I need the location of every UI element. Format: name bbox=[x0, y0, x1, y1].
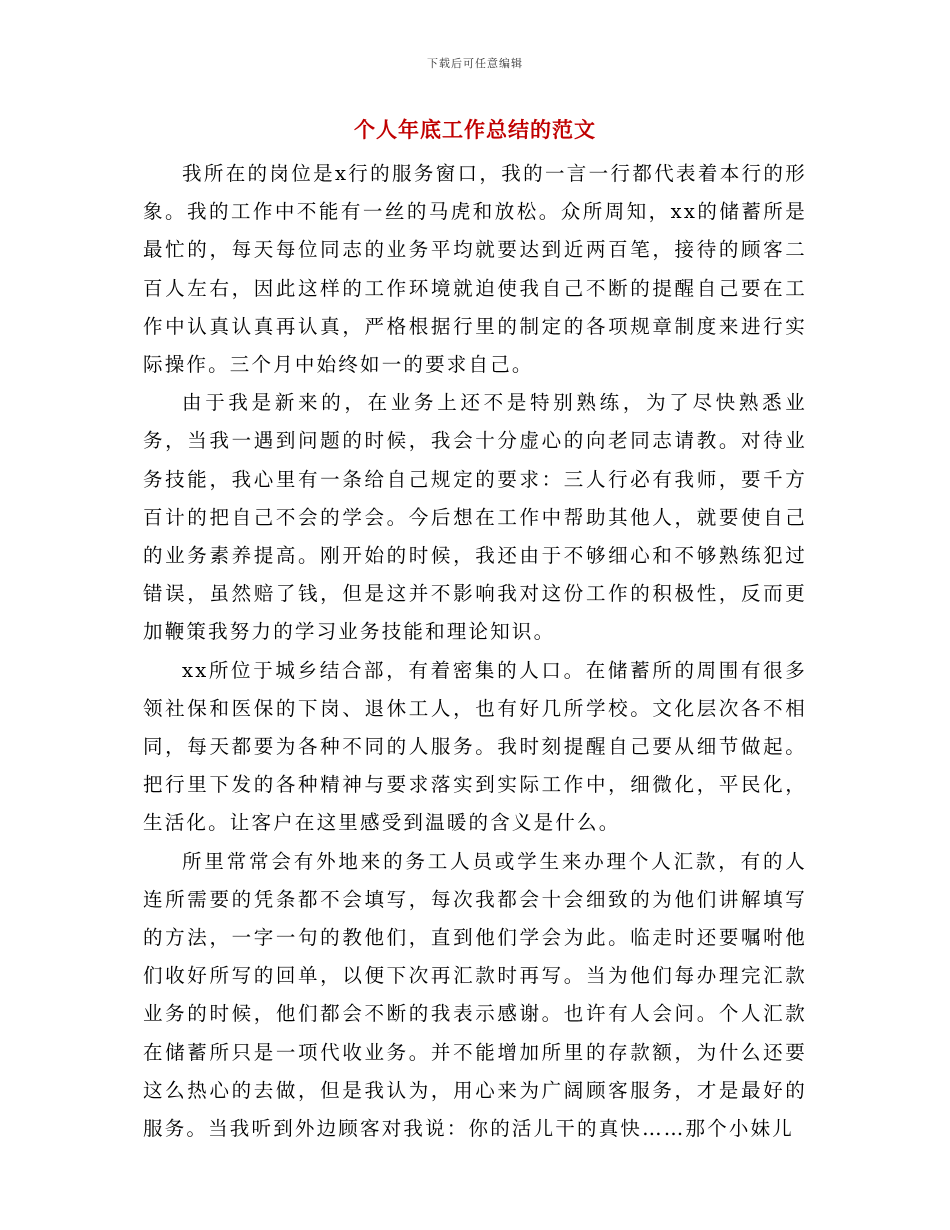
header-note: 下载后可任意编辑 bbox=[427, 57, 523, 70]
document-body bbox=[143, 155, 807, 1148]
paragraph-1: 我所在的岗位是x行的服务窗口，我的一言一行都代表着本行的形象。我的工作中不能有一丝的马虎和放松。众所周知，xx的储蓄所是最忙的，每天每位同志的业务平均就要达到近两百笔，接待的顾客二百人左右，因此这样的工作环境就迫使我自己不断的提醒自己要在工作中认真认真再认真，严格根据行里的制定的各项规章制度来进行实际操作。三个月中始终如一的要求自己。 bbox=[143, 162, 807, 377]
paragraph-2: 由于我是新来的，在业务上还不是特别熟练，为了尽快熟悉业务，当我一遇到问题的时候，我会十分虚心的向老同志请教。对待业务技能，我心里有一条给自己规定的要求：三人行必有我师，要千方百计的把自己不会的学会。今后想在工作中帮助其他人，就要使自己的业务素养提高。刚开始的时候，我还由于不够细心和不够熟练犯过错误，虽然赔了钱，但是这并不影响我对这份工作的积极性，反而更加鞭策我努力的学习业务技能和理论知识。 bbox=[143, 391, 807, 644]
paragraph-4: 所里常常会有外地来的务工人员或学生来办理个人汇款，有的人连所需要的凭条都不会填写，每次我都会十会细致的为他们讲解填写的方法，一字一句的教他们，直到他们学会为此。临走时还要嘱咐他们收好所写的回单，以便下次再汇款时再写。当为他们每办理完汇款业务的时候，他们都会不断的我表示感谢。也许有人会问。个人汇款在储蓄所只是一项代收业务。并不能增加所里的存款额，为什么还要这么热心的去做，但是我认为，用心来为广阔顾客服务，才是最好的服务。当我听到外边顾客对我说：你的活儿干的真快……那个小妹儿 bbox=[143, 849, 807, 1141]
document-title: 个人年底工作总结的范文 bbox=[354, 117, 596, 142]
paragraph-3: xx所位于城乡结合部，有着密集的人口。在储蓄所的周围有很多领社保和医保的下岗、退休工人，也有好几所学校。文化层次各不相同，每天都要为各种不同的人服务。我时刻提醒自己要从细节做起。把行里下发的各种精神与要求落实到实际工作中，细微化，平民化，生活化。让客户在这里感受到温暖的含义是什么。 bbox=[143, 658, 807, 835]
